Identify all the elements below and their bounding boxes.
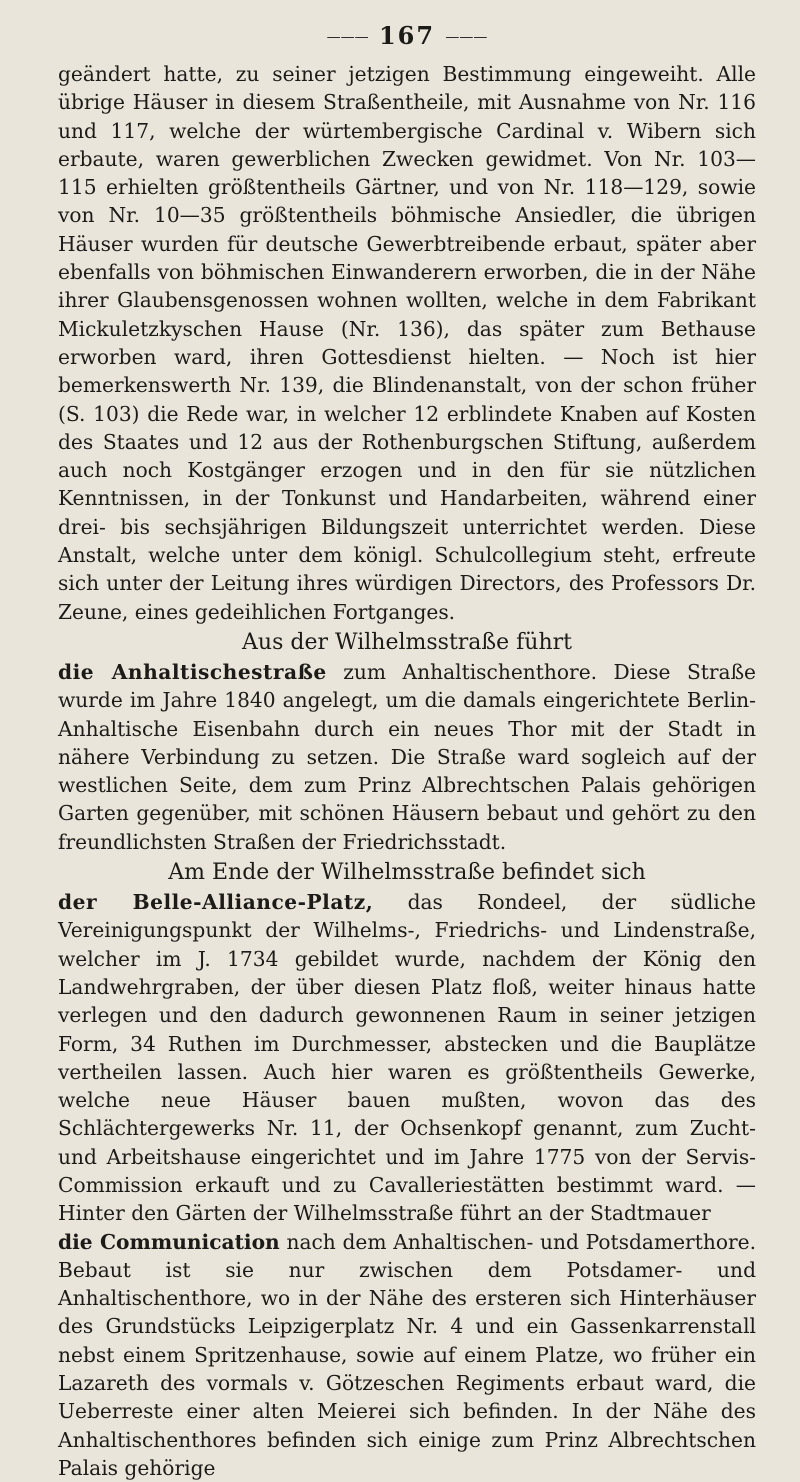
street-name-communication: die Communication <box>58 1229 280 1254</box>
page-header <box>58 16 756 56</box>
paragraph-communication <box>58 1228 756 1482</box>
paragraph-anhaltischestrasse-text: zum Anhaltischenthore. Diese Straße wurde im Jahre 1840 angelegt, um die damals eingerichtete Berlin-Anhaltische Eisenbahn durch ein neues Thor mit der Stadt in nähere Verbindung zu setzen. Die Straße ward sogleich auf der westlichen Seite, dem zum Prinz Albrechtschen Palais gehörigen Garten gegenüber, mit schönen Häusern bebaut und gehört zu den freundlichsten Straßen der Friedrichsstadt. <box>58 659 756 854</box>
header-dash-right: ——— <box>445 29 488 46</box>
place-name-belle-alliance-platz: der Belle-Alliance-Platz, <box>58 890 374 915</box>
header-dash-left: ——— <box>326 29 369 46</box>
paragraph-anhaltischestrasse <box>58 658 756 856</box>
page-number: 167 <box>378 21 436 50</box>
subheading-wilhelmsstrasse-fuehrt: Aus der Wilhelmsstraße führt <box>242 629 572 655</box>
paragraph-communication-text: nach dem Anhaltischen- und Potsdamerthore. Bebaut ist sie nur zwischen dem Potsdamer- und Anhaltischenthore, wo in der Nähe des ersteren sich Hinterhäuser des Grundstücks Leipzigerplatz Nr. 4 und ein Gassenkarrenstall nebst einem Spritzenhause, sowie auf einem Platze, wo früher ein Lazareth des vormals v. Götzeschen Regiments erbaut ward, die Ueberreste einer alten Meierei sich befinden. In der Nähe des Anhaltischenthores befinden sich einige zum Prinz Albrechtschen Palais gehörige <box>58 1229 756 1480</box>
page-body <box>58 60 756 1482</box>
street-name-anhaltischestrasse: die Anhaltischestraße <box>58 659 327 684</box>
paragraph-rothenburg-blindenanstalt: geändert hatte, zu seiner jetzigen Bestimmung eingeweiht. Alle übrige Häuser in diesem Straßentheile, mit Ausnahme von Nr. 116 und 117, welche der würtembergische Cardinal v. Wibern sich erbaute, waren gewerblichen Zwecken gewidmet. Von Nr. 103—115 erhielten größtentheils Gärtner, und von Nr. 118—129, sowie von Nr. 10—35 größtentheils böhmische Ansiedler, die übrigen Häuser wurden für deutsche Gewerbtreibende erbaut, später aber ebenfalls von böhmischen Einwanderern erworben, die in der Nähe ihrer Glaubensgenossen wohnen wollten, welche in dem Fabrikant Mickuletzkyschen Hause (Nr. 136), das später zum Bethause erworben ward, ihren Gottesdienst hielten. — Noch ist hier bemerkenswerth Nr. 139, die Blindenanstalt, von der schon früher (S. 103) die Rede war, in welcher 12 erblindete Knaben auf Kosten des Staates und 12 aus der Rothenburgschen Stiftung, außerdem auch noch Kostgänger erzogen und in den für sie nützlichen Kenntnissen, in der Tonkunst und Handarbeiten, während einer drei- bis sechsjährigen Bildungszeit unterrichtet werden. Diese Anstalt, welche unter dem königl. Schulcollegium steht, erfreute sich unter der Leitung ihres würdigen Directors, des Professors Dr. Zeune, eines gedeihlichen Fortganges. <box>58 62 756 624</box>
subheading-ende-wilhelmsstrasse: Am Ende der Wilhelmsstraße befindet sich <box>168 860 646 886</box>
paragraph-belle-alliance-platz <box>58 888 756 1228</box>
paragraph-belle-alliance-text: das Rondeel, der südliche Vereinigungspunkt der Wilhelms-, Friedrichs- und Lindenstraße, welcher im J. 1734 gebildet wurde, nachdem der König den Landwehrgraben, der über diesen Platz floß, weiter hinaus hatte verlegen und den dadurch gewonnenen Raum in seiner jetzigen Form, 34 Ruthen im Durchmesser, abstecken und die Bauplätze vertheilen lassen. Auch hier waren es größtentheils Gewerke, welche neue Häuser bauen mußten, wovon das des Schlächtergewerks Nr. 11, der Ochsenkopf genannt, zum Zucht- und Arbeitshause eingerichtet und im Jahre 1775 von der Servis-Commission erkauft und zu Cavalleriestätten bestimmt ward. — Hinter den Gärten der Wilhelmsstraße führt an der Stadtmauer <box>58 890 757 1226</box>
